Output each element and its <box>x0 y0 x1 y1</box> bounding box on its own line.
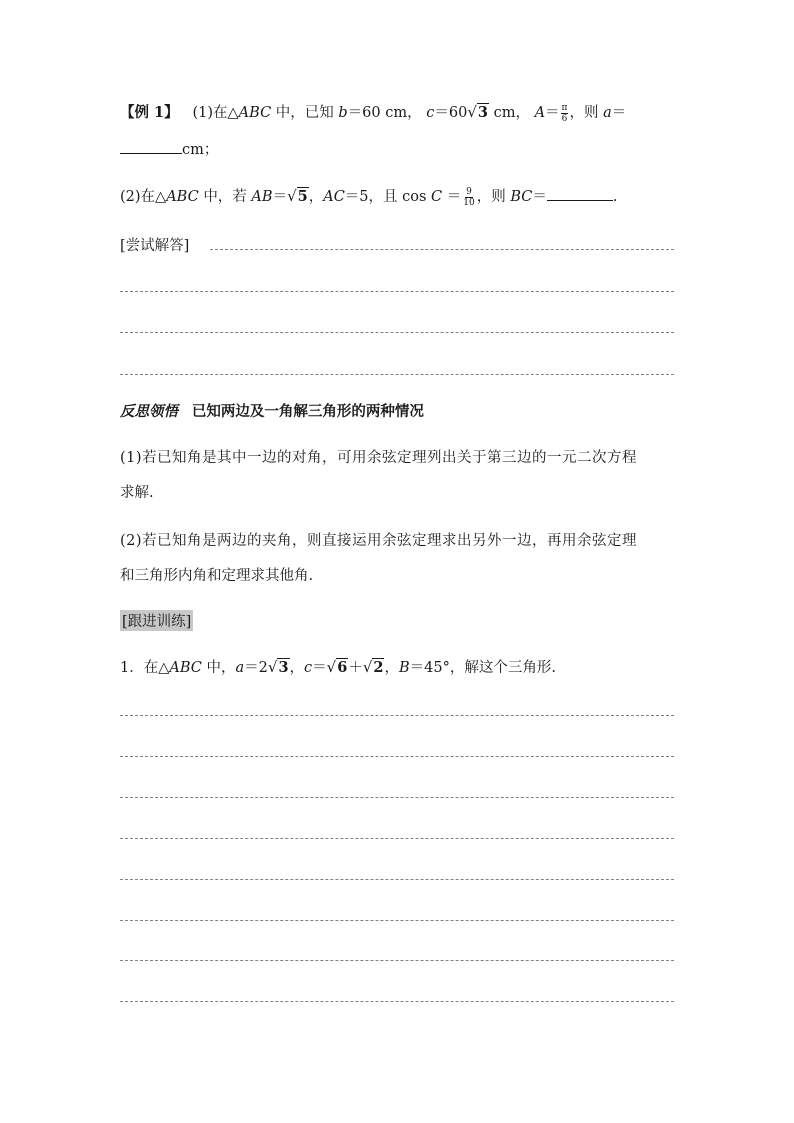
example-1-part-2: (2)在△ABC 中，若 AB＝√5，AC＝5，且 cos C ＝ $\frac{9}{10}$ ，则 BC＝ . <box>120 186 618 208</box>
q1-c-eq: ＝ <box>312 660 327 676</box>
part1-mid: 中，已知 <box>275 105 334 121</box>
q1-num: 1．在△ <box>120 660 170 676</box>
AC-value: ＝5，且 cos <box>344 189 427 205</box>
reflection-point-2-line-2: 和三角形内角和定理求其他角. <box>120 568 314 584</box>
practice-answer-line[interactable] <box>120 756 674 757</box>
A-eq: ＝ <box>545 105 560 121</box>
var-A: A <box>534 105 546 121</box>
part2-end: . <box>612 189 618 205</box>
example-1-part-1-line-1 <box>120 101 626 124</box>
part1-prefix: (1)在△ <box>192 105 239 121</box>
example-label: 【例 1】 <box>120 104 179 121</box>
part2-tail: ，则 <box>476 189 506 205</box>
sqrt-3: √3 <box>467 103 488 121</box>
q1-sqrt-3: √3 <box>267 658 289 676</box>
sqrt-5: √5 <box>287 187 308 205</box>
fraction-pi-over-6: $\frac{\pi}{6}$ <box>561 102 568 124</box>
reflection-point-1-line-2: 求解. <box>120 485 154 501</box>
practice-question-1: 1．在△ABC 中，a＝2√3，c＝√6＋√2，B＝45°，解这个三角形. <box>120 658 556 676</box>
try-answer-label: [尝试解答] <box>120 238 190 254</box>
practice-answer-line[interactable] <box>120 1001 674 1002</box>
q1-triangle: ABC <box>169 660 202 676</box>
q1-B-value: ＝45°，解这个三角形. <box>409 660 556 676</box>
practice-label <box>120 610 193 631</box>
var-b: b <box>338 105 348 121</box>
reflection-label: 反思领悟 <box>120 404 178 420</box>
var-BC: BC <box>510 189 533 205</box>
answer-blank-2[interactable] <box>547 188 613 201</box>
AB-eq: ＝ <box>272 189 288 205</box>
q1-var-c: c <box>304 660 313 676</box>
BC-eq: ＝ <box>532 189 547 205</box>
practice-tag: [跟进训练] <box>120 610 193 631</box>
practice-answer-line[interactable] <box>120 797 674 798</box>
fraction-9-over-10: $\frac{9}{10}$ <box>463 186 475 208</box>
answer-line[interactable] <box>120 332 674 333</box>
reflection-point-1-line-1: (1)若已知角是其中一边的对角，可用余弦定理列出关于第三边的一元二次方程 <box>120 450 638 466</box>
c-unit: cm， <box>493 105 530 121</box>
q1-var-B: B <box>398 660 410 676</box>
var-C: C <box>431 189 443 205</box>
var-AC: AC <box>323 189 345 205</box>
answer-line[interactable] <box>120 374 674 375</box>
q1-mid: 中， <box>206 660 236 676</box>
var-AB: AB <box>251 189 273 205</box>
q1-a-eq: ＝2 <box>244 660 268 676</box>
answer-line[interactable] <box>120 291 674 292</box>
q1-sqrt-6: √6 <box>326 658 348 676</box>
part1-triangle: ABC <box>238 105 272 121</box>
part2-mid: 中，若 <box>203 189 247 205</box>
answer-line[interactable] <box>210 249 674 250</box>
part1-unit: cm； <box>182 142 219 158</box>
var-a: a <box>603 105 612 121</box>
reflection-heading <box>120 400 424 421</box>
part2-prefix: (2)在△ <box>120 189 167 205</box>
q1-sqrt-2: √2 <box>362 658 384 676</box>
practice-answer-line[interactable] <box>120 838 674 839</box>
b-value: ＝60 cm， <box>347 105 422 121</box>
C-eq: ＝ <box>446 189 462 205</box>
var-c: c <box>426 105 435 121</box>
answer-blank-1[interactable] <box>120 141 182 154</box>
practice-answer-line[interactable] <box>120 715 674 716</box>
practice-answer-line[interactable] <box>120 960 674 961</box>
part2-triangle: ABC <box>166 189 199 205</box>
practice-answer-line[interactable] <box>120 920 674 921</box>
practice-answer-line[interactable] <box>120 879 674 880</box>
c-eq: ＝60 <box>434 105 468 121</box>
q1-plus: ＋ <box>348 660 363 676</box>
q1-var-a: a <box>235 660 245 676</box>
a-eq: ＝ <box>611 105 627 121</box>
reflection-title: 已知两边及一角解三角形的两种情况 <box>191 404 424 420</box>
reflection-point-2-line-1: (2)若已知角是两边的夹角，则直接运用余弦定理求出另外一边，再用余弦定理 <box>120 533 638 549</box>
example-1-part-1-line-2 <box>120 138 218 159</box>
part1-tail: ，则 <box>569 105 599 121</box>
